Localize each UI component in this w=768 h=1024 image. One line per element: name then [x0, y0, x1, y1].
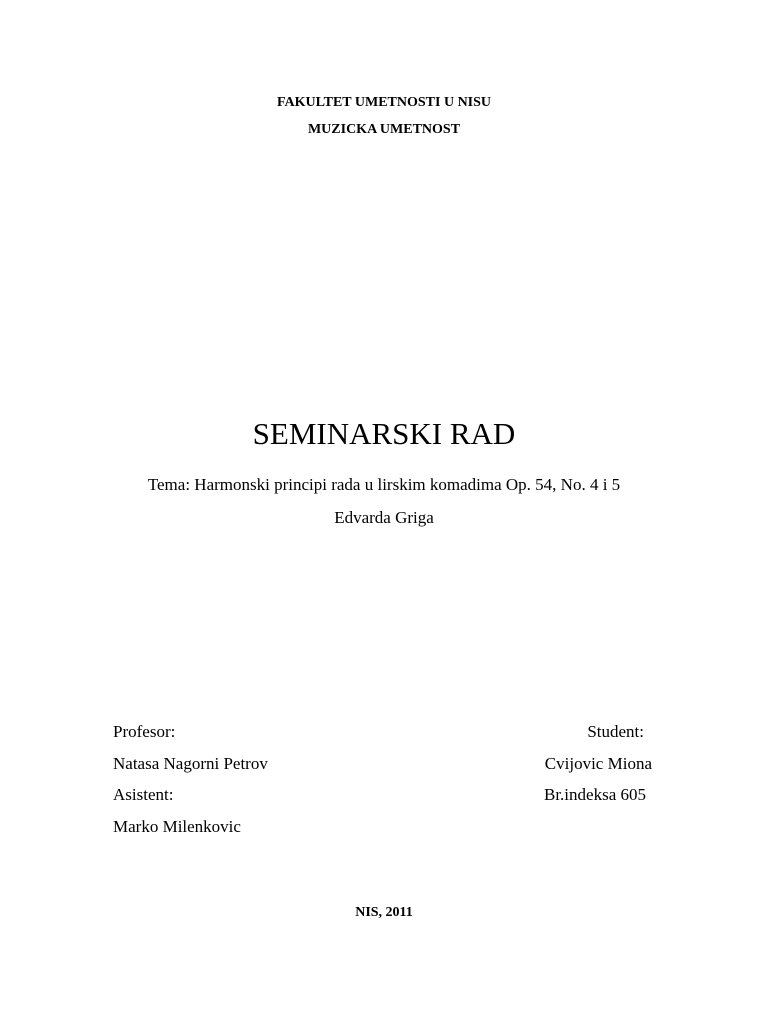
professor-name: Natasa Nagorni Petrov: [113, 754, 268, 773]
student-name: Cvijovic Miona: [544, 754, 652, 773]
professor-label: Profesor:: [113, 722, 176, 741]
student-label: Student:: [587, 722, 644, 741]
department-name: MUZICKA UMETNOST: [307, 122, 461, 137]
theme-line-1: Tema: Harmonski principi rada u lirskim komadima Op. 54, No. 4 i 5: [147, 475, 621, 494]
assistant-name: Marko Milenkovic: [113, 817, 241, 836]
place-and-year: NIS, 2011: [355, 905, 413, 920]
document-title: SEMINARSKI RAD: [252, 416, 516, 451]
assistant-label: Asistent:: [113, 785, 174, 804]
faculty-name: FAKULTET UMETNOSTI U NISU: [276, 95, 492, 110]
student-index: Br.indeksa 605: [544, 785, 646, 804]
theme-line-2: Edvarda Griga: [334, 508, 434, 527]
